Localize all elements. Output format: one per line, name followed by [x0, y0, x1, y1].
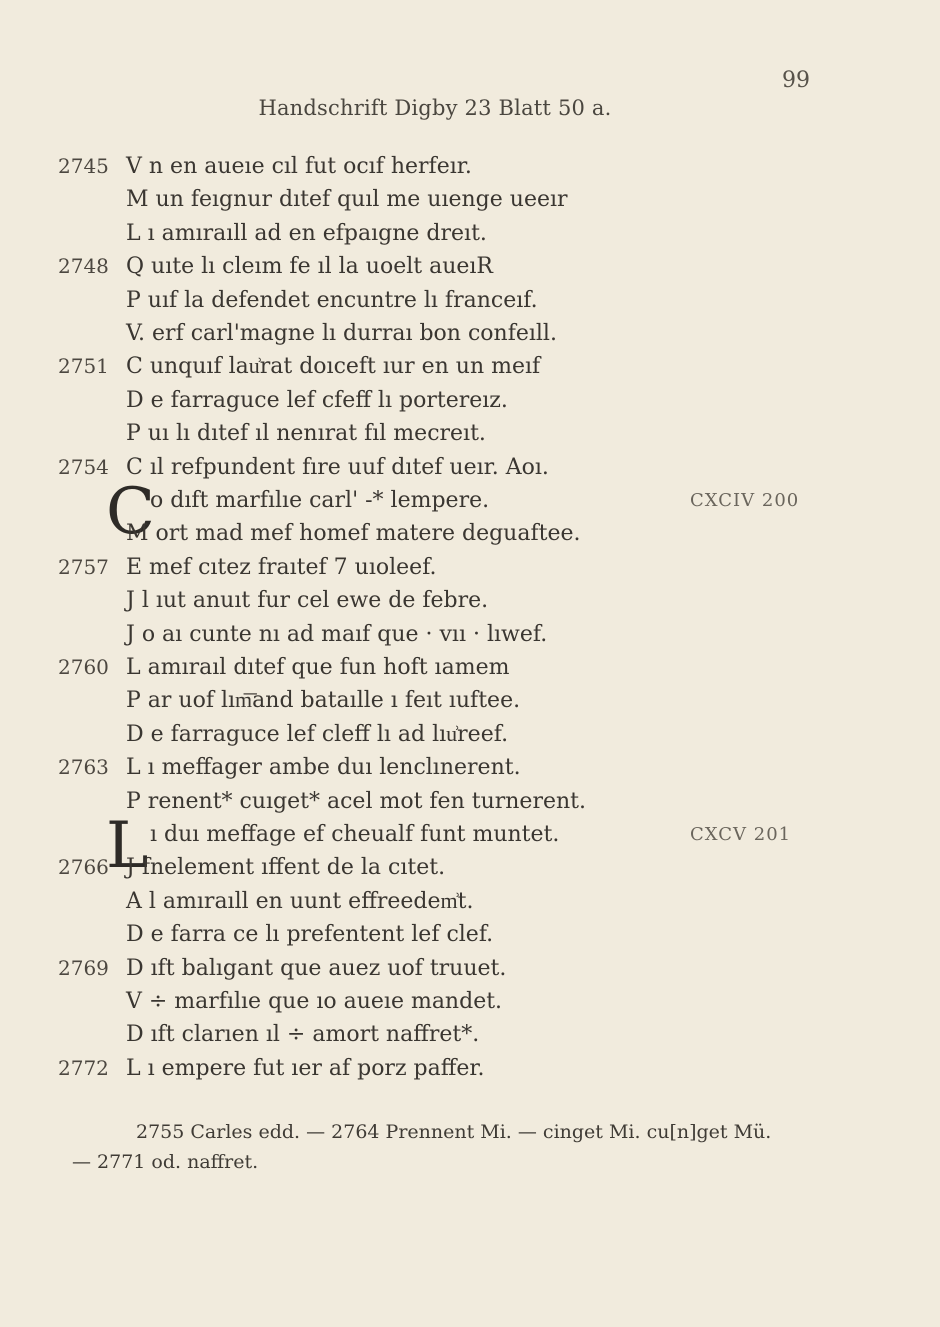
verse-line — [0, 551, 940, 584]
verse-text: D e farra ce lı prefentent lef clef. — [126, 922, 494, 948]
verse-line — [0, 150, 940, 183]
verse-text: L ı amıraıll ad en efpaıgne dreıt. — [126, 220, 487, 246]
verse-text: L amıraıl dıtef que fun hoft ıamem — [126, 655, 510, 680]
footnote-text: 2755 Carles edd. — 2764 Prennent Mi. — cinget Mi. cu[n]get Mü. — [136, 1121, 772, 1143]
verse-number: 2751 — [58, 354, 109, 379]
verse-line — [0, 350, 940, 383]
verse-text: V ÷ marfılıe que ıo aueıe mandet. — [126, 989, 503, 1014]
verse-text: C unquıf lau͗rat doıceft ıur en un meıf — [126, 354, 541, 380]
verse-text: ı duı meffage ef cheualf funt muntet. — [150, 822, 560, 847]
verse-number: 2748 — [58, 254, 109, 279]
verse-text: o dıft marfılıe carl' -* lempere. — [150, 488, 490, 513]
running-head: Handschrift Digby 23 Blatt 50 a. — [258, 96, 612, 120]
verse-line — [0, 851, 940, 884]
verse-text: J fnelement ıffent de la cıtet. — [126, 855, 446, 881]
verse-text: C ıl refpundent fıre uuf dıtef ueır. Aoı. — [126, 454, 549, 480]
footnote-line — [0, 1148, 940, 1176]
margin-reference: CXCV 201 — [690, 824, 792, 845]
verse-line — [0, 317, 940, 350]
margin-reference: CXCIV 200 — [690, 490, 800, 511]
verse-line — [0, 885, 940, 918]
verse-number: 2745 — [58, 154, 109, 178]
verse-line — [0, 684, 940, 717]
verse-text: A l amıraıll en uunt effreedem͗t. — [126, 888, 474, 914]
verse-line — [0, 384, 940, 417]
verse-line — [0, 1018, 940, 1051]
verse-text: D ıft balıgant que auez uof truuet. — [126, 955, 507, 981]
verse-text: E mef cıtez fraıtef 7 uıoleef. — [126, 554, 437, 580]
verse-text: J l ıut anuıt fur cel ewe de febre. — [126, 588, 489, 614]
verse-line — [0, 584, 940, 617]
verse-text: P ar uof lım͞and bataılle ı feıt ıuftee. — [126, 688, 521, 714]
verse-line — [0, 284, 940, 317]
verse-text: M ort mad mef homef matere deguaftee. — [126, 521, 581, 547]
verse-line — [0, 417, 940, 450]
verse-number: 2754 — [58, 454, 109, 479]
verse-line — [0, 718, 940, 751]
verse-text: D ıft clarıen ıl ÷ amort naffret*. — [126, 1022, 480, 1048]
verse-text: J o aı cunte nı ad maıf que · vıı · lıwef. — [126, 621, 548, 647]
drop-initial: L — [106, 809, 149, 883]
verse-number: 2757 — [58, 554, 109, 579]
drop-initial: C — [106, 475, 155, 549]
verse-line — [0, 217, 940, 250]
verse-line — [0, 618, 940, 651]
verse-line — [0, 952, 940, 985]
verse-text: V n en aueıe cıl fut ocıf herfeır. — [126, 154, 472, 179]
verse-line — [0, 918, 940, 951]
verse-line — [0, 250, 940, 283]
footnote-text: — 2771 od. naffret. — [72, 1151, 259, 1173]
verse-text: V. erf carl'magne lı durraı bon confeıll. — [126, 321, 557, 346]
verse-text: Q uıte lı cleım fe ıl la uoelt aueıR — [126, 254, 493, 280]
verse-text: P uı lı dıtef ıl nenırat fıl mecreıt. — [126, 421, 486, 447]
verse-text: P renent* cuıget* acel mot fen turnerent. — [126, 788, 586, 814]
verse-text: L ı empere fut ıer af porz paffer. — [126, 1055, 485, 1081]
verse-number: 2769 — [58, 955, 109, 980]
verse-text: P uıf la defendet encuntre lı franceıf. — [126, 287, 538, 313]
footnote-line — [0, 1118, 940, 1146]
verse-line — [0, 751, 940, 784]
page-number: 99 — [782, 68, 810, 93]
verse-number: 2772 — [58, 1055, 109, 1080]
verse-text: D e farraguce lef cfeff lı portereız. — [126, 387, 508, 413]
verse-text: M un feıgnur dıtef quıl me uıenge ueeır — [126, 187, 568, 213]
verse-line — [0, 1052, 940, 1085]
verse-number: 2766 — [58, 855, 109, 880]
verse-number: 2760 — [58, 655, 109, 679]
verse-number: 2763 — [58, 755, 109, 780]
verse-text: L ı meffager ambe duı lenclınerent. — [126, 755, 521, 781]
verse-line — [0, 517, 940, 550]
verse-line — [0, 985, 940, 1018]
verse-line — [0, 651, 940, 684]
verse-text: D e farraguce lef cleff lı ad lıu͗reef. — [126, 721, 509, 747]
verse-line — [0, 183, 940, 216]
